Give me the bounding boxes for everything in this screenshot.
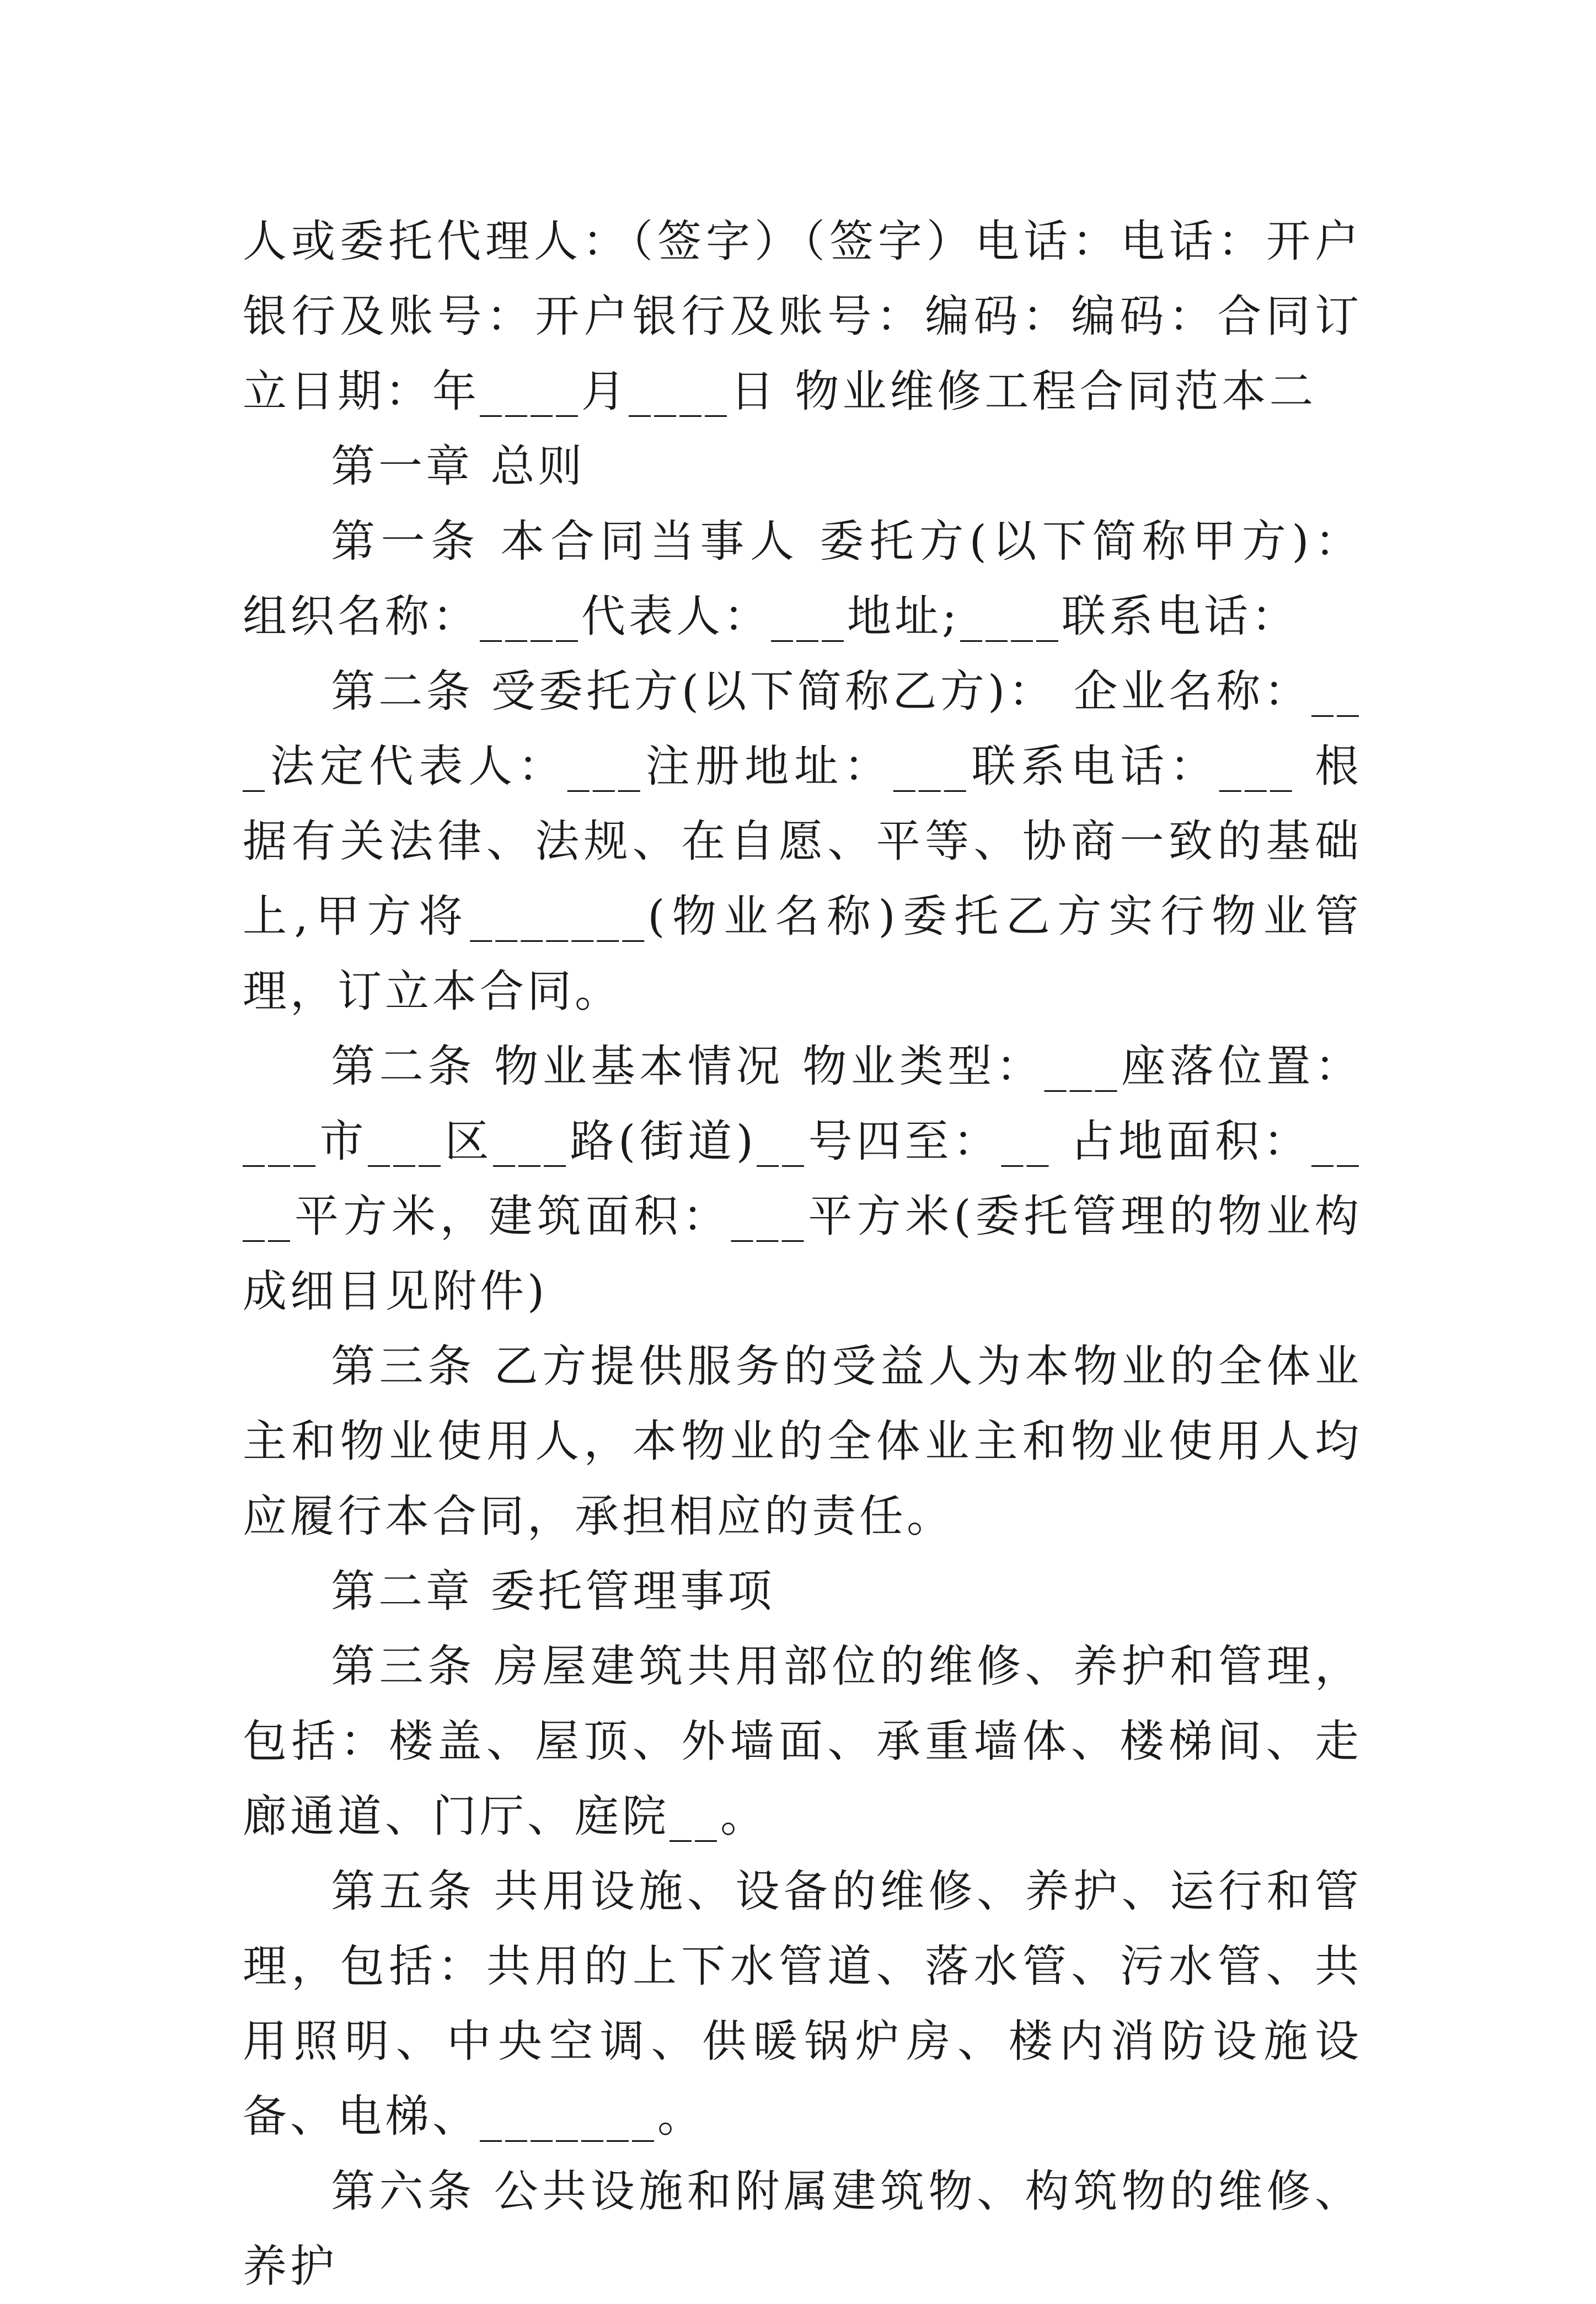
chapter-1-heading: 第一章 总则 <box>331 441 586 492</box>
article-2-property-info: 第二条 物业基本情况 物业类型：___座落位置：___市___区___路(街道)__号四至：__ 占地面积：____平方米，建筑面积：___平方米(委托管理的物业构成细目见附件) <box>243 1041 1362 1317</box>
article-3-building-maintenance: 第三条 房屋建筑共用部位的维修、养护和管理，包括：楼盖、屋顶、外墙面、承重墙体、楼梯间、走廊通道、门厅、庭院__。 <box>243 1641 1362 1842</box>
article-6-public-facilities: 第六条 公共设施和附属建筑物、构筑物的维修、养护 <box>243 2166 1362 2292</box>
article-1-parties: 第一条 本合同当事人 委托方(以下简称甲方)： 组织名称：____代表人：___地址;____联系电话： <box>243 516 1362 642</box>
article-5-facilities: 第五条 共用设施、设备的维修、养护、运行和管理，包括：共用的上下水管道、落水管、污水管、共用照明、中央空调、供暖锅炉房、楼内消防设施设备、电梯、_______。 <box>243 1866 1362 2142</box>
document-page <box>243 204 1362 2304</box>
paragraph-signature-block: 人或委托代理人：（签字）（签字）电话：电话：开户银行及账号：开户银行及账号：编码：编码：合同订立日期：年____月____日 物业维修工程合同范本二 <box>243 216 1362 417</box>
article-3-beneficiaries: 第三条 乙方提供服务的受益人为本物业的全体业主和物业使用人，本物业的全体业主和物业使用人均应履行本合同，承担相应的责任。 <box>243 1341 1362 1542</box>
article-2-trustee: 第二条 受委托方(以下简称乙方)： 企业名称：___法定代表人：___注册地址：___联系电话：___ 根据有关法律、法规、在自愿、平等、协商一致的基础上,甲方将_______(物业名称)委托乙方实行物业管理，订立本合同。 <box>243 666 1362 1017</box>
chapter-2-heading: 第二章 委托管理事项 <box>331 1566 775 1617</box>
